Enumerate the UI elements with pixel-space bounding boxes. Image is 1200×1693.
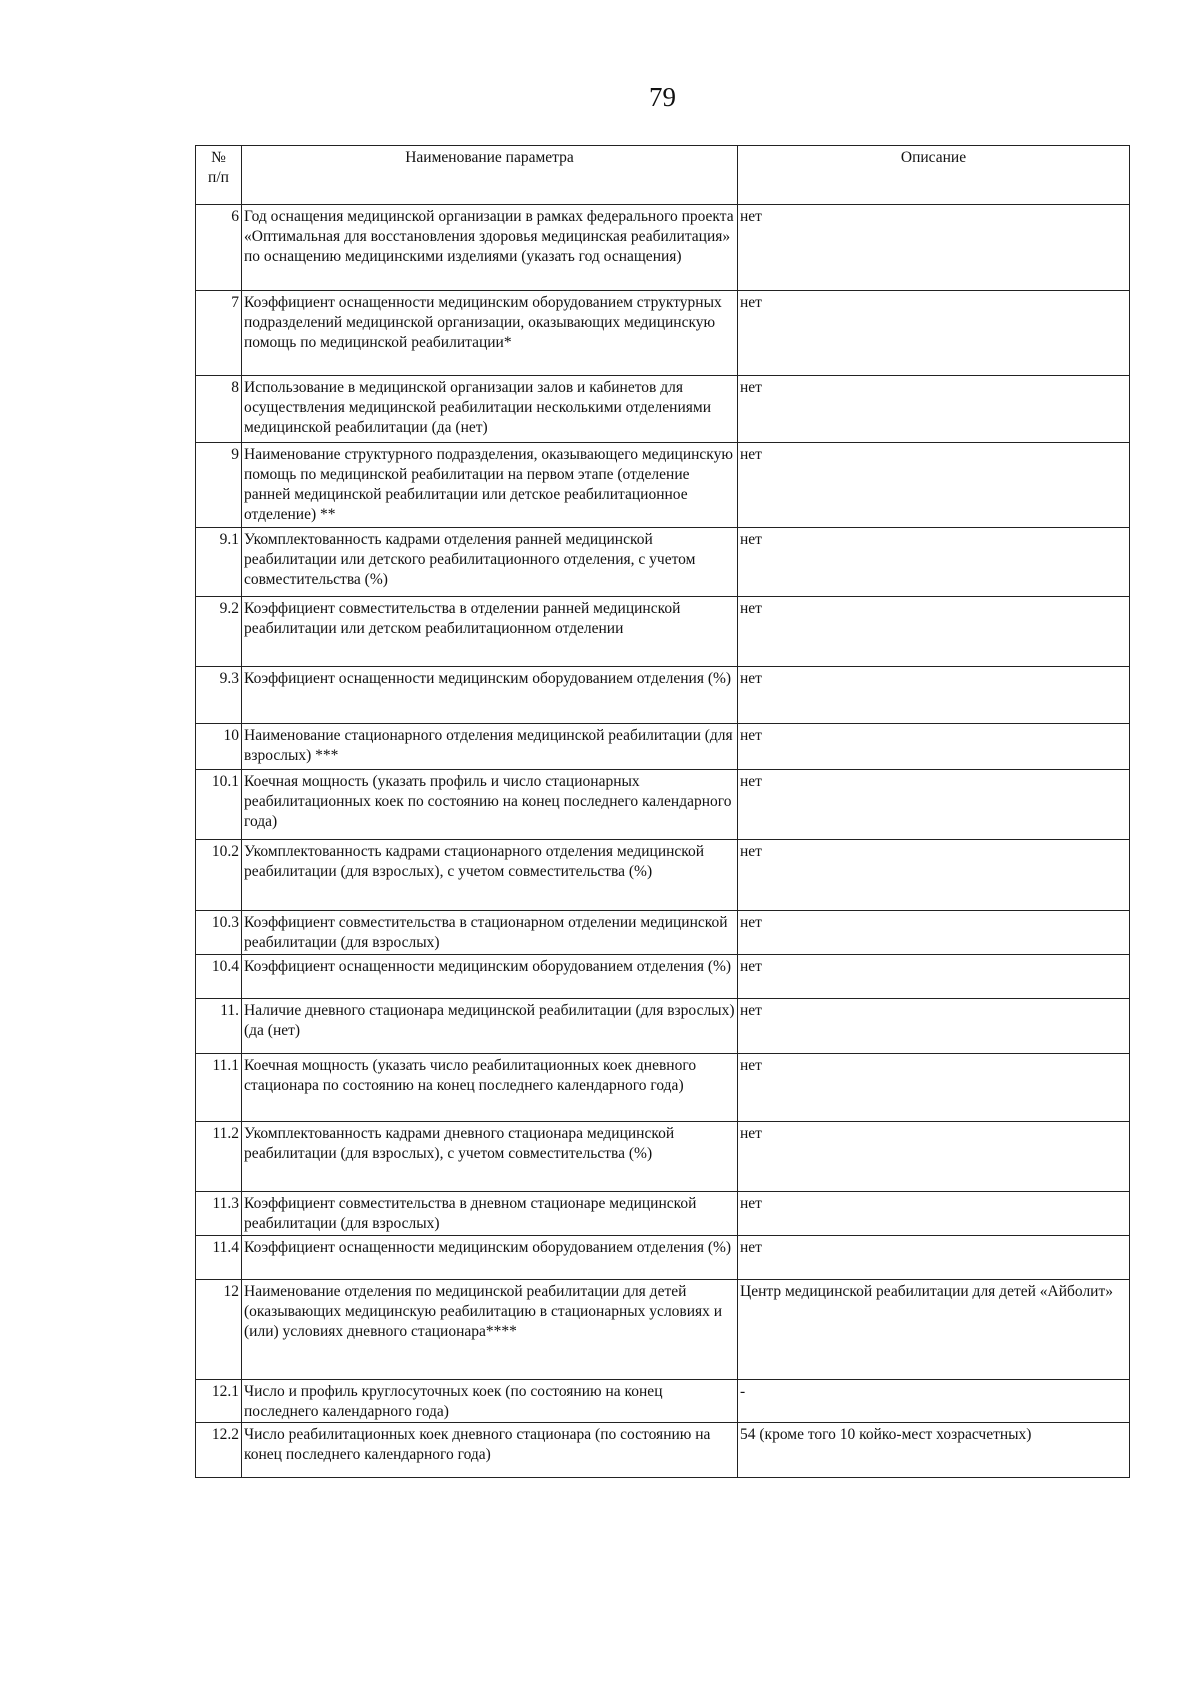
row-parameter: Наименование отделения по медицинской реабилитации для детей (оказывающих медицинскую реабилитацию в стационарных условиях и (или) условиях дневного стационара**** xyxy=(242,1280,738,1380)
row-parameter: Использование в медицинской организации залов и кабинетов для осуществления медицинской реабилитации несколькими отделениями медицинской реабилитации (да (нет) xyxy=(242,376,738,443)
row-parameter: Наименование структурного подразделения, оказывающего медицинскую помощь по медицинской реабилитации на первом этапе (отделение ранней медицинской реабилитации или детское реабилитационное отделение) ** xyxy=(242,443,738,528)
row-number: 9.3 xyxy=(196,667,242,724)
row-number: 11.4 xyxy=(196,1236,242,1280)
row-parameter: Укомплектованность кадрами стационарного отделения медицинской реабилитации (для взрослых), с учетом совместительства (%) xyxy=(242,840,738,911)
table-row xyxy=(196,1054,1130,1122)
row-description: нет xyxy=(738,999,1130,1054)
table-header xyxy=(196,146,1130,205)
row-number: 10.2 xyxy=(196,840,242,911)
row-description: нет xyxy=(738,667,1130,724)
row-description: нет xyxy=(738,597,1130,667)
table-row xyxy=(196,443,1130,528)
row-parameter: Число и профиль круглосуточных коек (по состоянию на конец последнего календарного года) xyxy=(242,1380,738,1423)
row-parameter: Укомплектованность кадрами дневного стационара медицинской реабилитации (для взрослых), с учетом совместительства (%) xyxy=(242,1122,738,1192)
row-number: 11.2 xyxy=(196,1122,242,1192)
row-parameter: Коэффициент оснащенности медицинским оборудованием отделения (%) xyxy=(242,667,738,724)
row-parameter: Коэффициент оснащенности медицинским оборудованием структурных подразделений медицинской организации, оказывающих медицинскую помощь по медицинской реабилитации* xyxy=(242,291,738,376)
parameters-table xyxy=(195,145,1130,1478)
row-parameter: Коечная мощность (указать число реабилитационных коек дневного стационара по состоянию на конец последнего календарного года) xyxy=(242,1054,738,1122)
table-row xyxy=(196,999,1130,1054)
header-number-line1: № xyxy=(211,149,226,166)
row-number: 8 xyxy=(196,376,242,443)
row-description: 54 (кроме того 10 койко-мест хозрасчетных) xyxy=(738,1423,1130,1478)
row-description: - xyxy=(738,1380,1130,1423)
row-parameter: Коэффициент совместительства в дневном стационаре медицинской реабилитации (для взрослых) xyxy=(242,1192,738,1236)
row-description: нет xyxy=(738,528,1130,597)
row-parameter: Коэффициент совместительства в стационарном отделении медицинской реабилитации (для взрослых) xyxy=(242,911,738,955)
table-row xyxy=(196,291,1130,376)
table-row xyxy=(196,770,1130,840)
row-number: 11.3 xyxy=(196,1192,242,1236)
header-description: Описание xyxy=(738,146,1130,205)
row-number: 10.1 xyxy=(196,770,242,840)
row-number: 6 xyxy=(196,205,242,291)
table-row xyxy=(196,840,1130,911)
table-row xyxy=(196,205,1130,291)
row-parameter: Наименование стационарного отделения медицинской реабилитации (для взрослых) *** xyxy=(242,724,738,770)
row-description: нет xyxy=(738,1236,1130,1280)
row-parameter: Коэффициент совместительства в отделении ранней медицинской реабилитации или детском реабилитационном отделении xyxy=(242,597,738,667)
table-body xyxy=(196,205,1130,1478)
row-number: 10.3 xyxy=(196,911,242,955)
row-number: 10.4 xyxy=(196,955,242,999)
table-row xyxy=(196,1192,1130,1236)
table-row xyxy=(196,1380,1130,1423)
row-description: нет xyxy=(738,724,1130,770)
table-row xyxy=(196,1423,1130,1478)
table-row xyxy=(196,955,1130,999)
row-number: 11. xyxy=(196,999,242,1054)
row-description: нет xyxy=(738,205,1130,291)
row-number: 12 xyxy=(196,1280,242,1380)
row-description: нет xyxy=(738,443,1130,528)
row-description: нет xyxy=(738,1054,1130,1122)
row-number: 11.1 xyxy=(196,1054,242,1122)
row-description: нет xyxy=(738,1192,1130,1236)
row-description: Центр медицинской реабилитации для детей «Айболит» xyxy=(738,1280,1130,1380)
table-row xyxy=(196,1122,1130,1192)
table-row xyxy=(196,597,1130,667)
row-parameter: Коэффициент оснащенности медицинским оборудованием отделения (%) xyxy=(242,1236,738,1280)
row-number: 7 xyxy=(196,291,242,376)
row-description: нет xyxy=(738,770,1130,840)
table-row xyxy=(196,1236,1130,1280)
row-parameter: Год оснащения медицинской организации в рамках федерального проекта «Оптимальная для восстановления здоровья медицинская реабилитация» по оснащению медицинскими изделиями (указать год оснащения) xyxy=(242,205,738,291)
row-description: нет xyxy=(738,291,1130,376)
table-row xyxy=(196,528,1130,597)
table-row xyxy=(196,1280,1130,1380)
row-number: 9.1 xyxy=(196,528,242,597)
table-row xyxy=(196,667,1130,724)
header-number-line2: п/п xyxy=(208,169,229,186)
table-row xyxy=(196,911,1130,955)
row-description: нет xyxy=(738,955,1130,999)
row-description: нет xyxy=(738,840,1130,911)
row-parameter: Коечная мощность (указать профиль и число стационарных реабилитационных коек по состоянию на конец последнего календарного года) xyxy=(242,770,738,840)
header-parameter-name: Наименование параметра xyxy=(242,146,738,205)
table-row xyxy=(196,724,1130,770)
row-parameter: Укомплектованность кадрами отделения ранней медицинской реабилитации или детского реабилитационного отделения, с учетом совместительства (%) xyxy=(242,528,738,597)
row-number: 9 xyxy=(196,443,242,528)
row-description: нет xyxy=(738,911,1130,955)
page-number: 79 xyxy=(649,82,676,112)
row-description: нет xyxy=(738,1122,1130,1192)
row-parameter: Наличие дневного стационара медицинской реабилитации (для взрослых) (да (нет) xyxy=(242,999,738,1054)
row-parameter: Коэффициент оснащенности медицинским оборудованием отделения (%) xyxy=(242,955,738,999)
row-number: 12.2 xyxy=(196,1423,242,1478)
header-row xyxy=(196,146,1130,205)
header-number xyxy=(196,146,242,205)
row-number: 10 xyxy=(196,724,242,770)
row-parameter: Число реабилитационных коек дневного стационара (по состоянию на конец последнего календарного года) xyxy=(242,1423,738,1478)
row-number: 12.1 xyxy=(196,1380,242,1423)
row-number: 9.2 xyxy=(196,597,242,667)
row-description: нет xyxy=(738,376,1130,443)
table-row xyxy=(196,376,1130,443)
